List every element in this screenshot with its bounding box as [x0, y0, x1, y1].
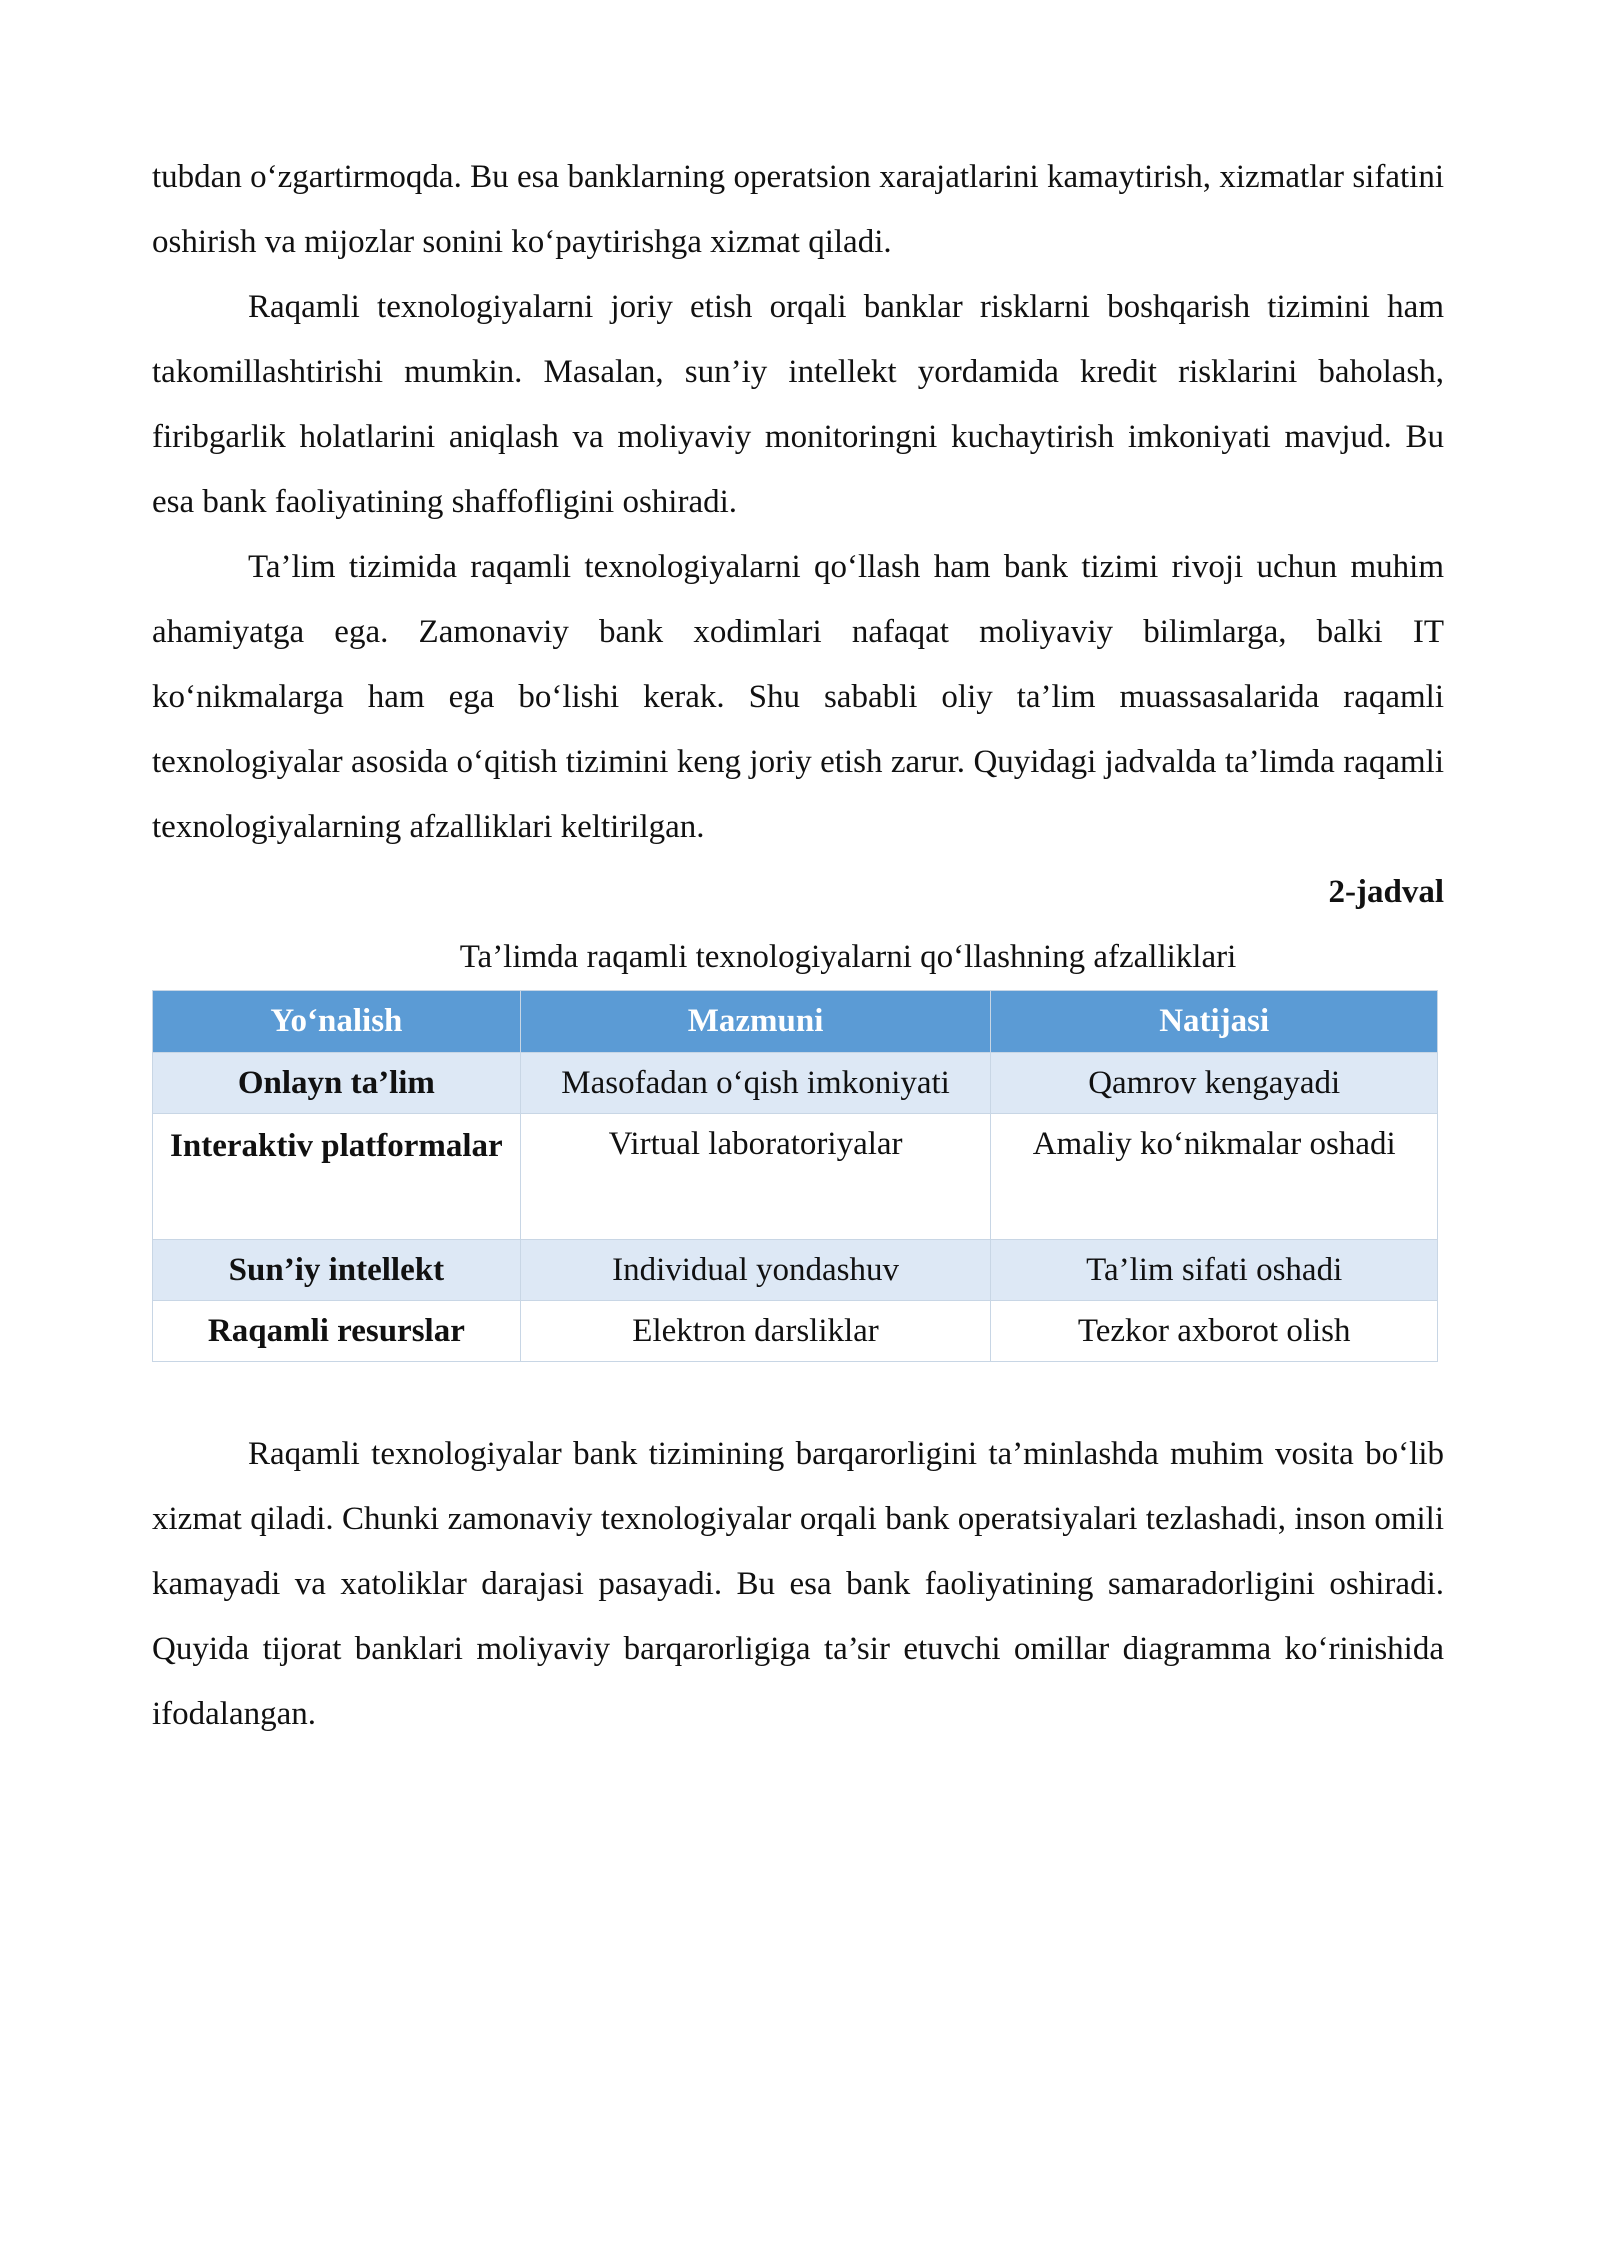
- paragraph-3: Ta’lim tizimida raqamli texnologiyalarni qo‘llash ham bank tizimi rivoji uchun muhim ahamiyatga ega. Zamonaviy bank xodimlari nafaqat moliyaviy bilimlarga, balki IT ko‘nikmalarga ham ega bo‘lishi kerak. Shu sababli oliy ta’lim muassasalarida raqamli texnologiyalar asosida o‘qitish tizimini keng joriy etish zarur. Quyidagi jadvalda ta’limda raqamli texnologiyalarning afzalliklari keltirilgan.: [152, 549, 1444, 845]
- table-cell-result: Amaliy ko‘nikmalar oshadi: [991, 1114, 1438, 1240]
- paragraph-2: Raqamli texnologiyalarni joriy etish orqali banklar risklarni boshqarish tizimini ham takomillashtirishi mumkin. Masalan, sun’iy intellekt yordamida kredit risklarini baholash, firibgarlik holatlarini aniqlash va moliyaviy monitoringni kuchaytirish imkoniyati mavjud. Bu esa bank faoliyatining shaffofligini oshiradi.: [152, 289, 1444, 520]
- column-header-content: Mazmuni: [520, 991, 991, 1053]
- table-cell-content: Elektron darsliklar: [520, 1301, 991, 1362]
- column-header-direction: Yo‘nalish: [153, 991, 521, 1053]
- paragraph-1: tubdan o‘zgartirmoqda. Bu esa banklarning operatsion xarajatlarini kamaytirish, xizmatlar sifatini oshirish va mijozlar sonini ko‘paytirishga xizmat qiladi.: [152, 159, 1444, 260]
- table-cell-content: Masofadan o‘qish imkoniyati: [520, 1053, 991, 1114]
- table-cell-result: Qamrov kengayadi: [991, 1053, 1438, 1114]
- table-cell-direction: Raqamli resurslar: [153, 1301, 521, 1362]
- table-cell-content: Virtual laboratoriyalar: [520, 1114, 991, 1240]
- table-cell-direction: Onlayn ta’lim: [153, 1053, 521, 1114]
- table-cell-direction: Sun’iy intellekt: [153, 1240, 521, 1301]
- table-caption: Ta’limda raqamli texnologiyalarni qo‘llashning afzalliklari: [459, 939, 1237, 975]
- table-row: [153, 1240, 1438, 1301]
- table-row: [153, 1053, 1438, 1114]
- column-header-result: Natijasi: [991, 991, 1438, 1053]
- table-cell-direction: Interaktiv platformalar: [153, 1114, 521, 1240]
- table-cell-result: Tezkor axborot olish: [991, 1301, 1438, 1362]
- table-header-row: [153, 991, 1438, 1053]
- table-cell-content: Individual yondashuv: [520, 1240, 991, 1301]
- table-label: 2-jadval: [1328, 874, 1444, 910]
- advantages-table: [152, 990, 1438, 1362]
- document-page: [152, 145, 1444, 1747]
- paragraph-4: Raqamli texnologiyalar bank tizimining barqarorligini ta’minlashda muhim vosita bo‘lib xizmat qiladi. Chunki zamonaviy texnologiyalar orqali bank operatsiyalari tezlashadi, inson omili kamayadi va xatoliklar darajasi pasayadi. Bu esa bank faoliyatining samaradorligini oshiradi. Quyida tijorat banklari moliyaviy barqarorligiga ta’sir etuvchi omillar diagramma ko‘rinishida ifodalangan.: [152, 1436, 1444, 1732]
- table-cell-result: Ta’lim sifati oshadi: [991, 1240, 1438, 1301]
- table-row: [153, 1301, 1438, 1362]
- table-row: [153, 1114, 1438, 1240]
